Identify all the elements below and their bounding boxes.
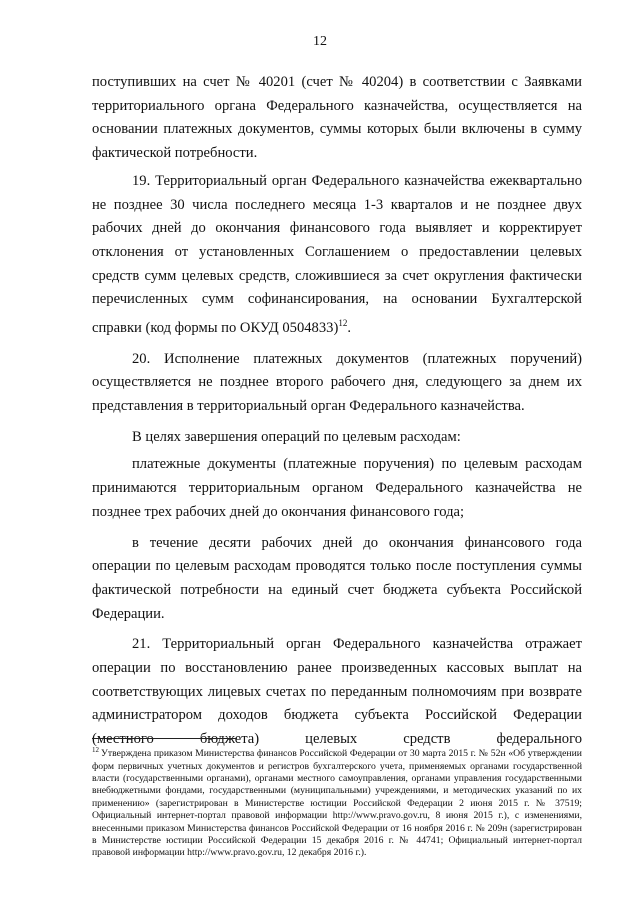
paragraph-20: 20. Исполнение платежных документов (платежных поручений) осуществляется не позднее второго рабочего дня, следующего за днем их представления в территориальный орган Федерального казначейства. (92, 350, 582, 414)
footnote (92, 744, 582, 860)
paragraph-continuation: поступивших на счет № 40201 (счет № 40204) в соответствии с Заявками территориального органа Федерального казначейства, осуществляется на основании платежных документов, суммы которых были включены в сумму фактической потребности. (92, 74, 582, 162)
paragraph-19-text: 19. Территориальный орган Федерального казначейства ежеквартально не позднее 30 числа последнего месяца 1-3 кварталов и не позднее двух рабочих дней до окончания финансового года выявляет и корректирует отклонения от установленных Соглашением о предоставлении целевых средств сумм целевых средств, сложившиеся за счет округления фактически перечисленных сумм софинансирования, на основании Бухгалтерской справки (код формы по ОКУД 0504833) (92, 172, 582, 336)
footnote-number: 12 (92, 746, 99, 754)
footnote-reference[interactable]: 12 (338, 318, 348, 329)
document-body (92, 71, 582, 756)
paragraph-21: 21. Территориальный орган Федерального казначейства отражает операции по восстановлению ранее произведенных кассовых выплат на соответствующих лицевых счетах по переданным полномочиям при возврате администратором доходов бюджета субъекта Российской Федерации (местного бюджета) целевых средств федерального (92, 636, 582, 748)
paragraph-intro: В целях завершения операций по целевым расходам: (132, 428, 461, 445)
paragraph-item-2: в течение десяти рабочих дней до окончания финансового года операции по целевым расходам проводятся только после поступления суммы фактической потребности на единый счет бюджета субъекта Российской Федерации. (92, 534, 582, 622)
footnote-divider (92, 738, 237, 739)
page-number: 12 (313, 34, 327, 49)
paragraph-19 (92, 170, 582, 341)
paragraph-item-1: платежные документы (платежные поручения) по целевым расходам принимаются территориальным органом Федерального казначейства не позднее трех рабочих дней до окончания финансового года; (92, 456, 582, 520)
footnote-text: Утверждена приказом Министерства финансов Российской Федерации от 30 марта 2015 г. № 52н «Об утверждении форм первичных учетных документов и регистров бухгалтерского учета, применяемых органами государственной власти (государственными органами), органами местного самоуправления, органами управления государственными внебюджетными фондами, государственными (муниципальными) учреждениями, и методических указаний по их применению» (зарегистрирован в Министерстве юстиции Российской Федерации 2 июня 2015 г. № 37519; Официальный интернет-портал правовой информации http://www.pravo.gov.ru, 8 июня 2015 г.), с изменениями, внесенными приказом Министерства финансов Российской Федерации от 16 ноября 2016 г. № 209н (зарегистрирован в Министерстве юстиции Российской Федерации 15 декабря 2016 г. № 44741; Официальный интернет-портал правовой информации http://www.pravo.gov.ru, 12 декабря 2016 г.). (92, 748, 582, 859)
paragraph-19-end: . (347, 319, 351, 336)
